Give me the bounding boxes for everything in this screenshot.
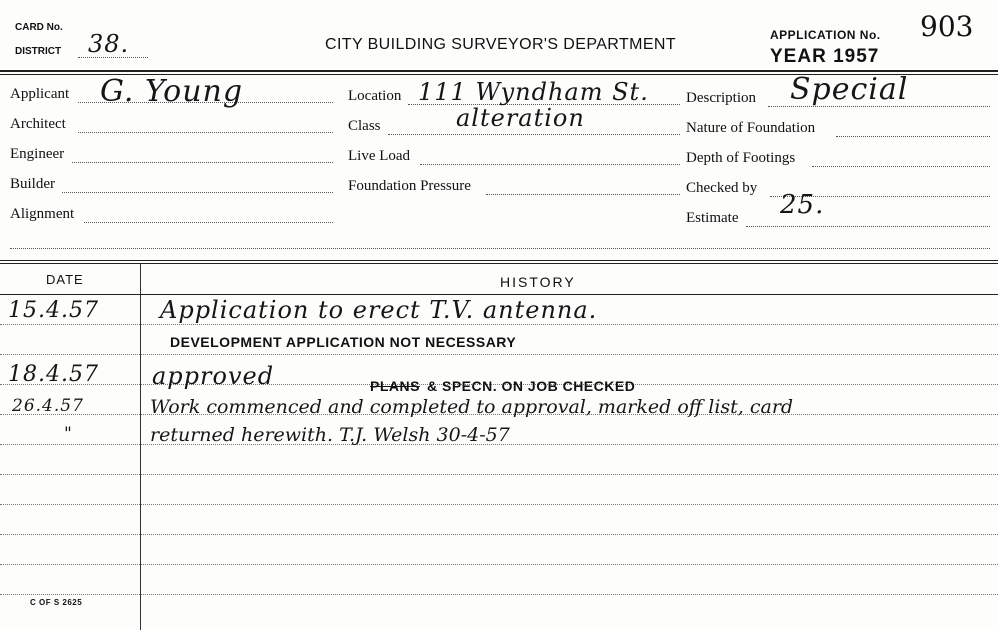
- depth-of-footings-label: Depth of Footings: [686, 150, 796, 166]
- row-line: [0, 504, 998, 505]
- application-no-value: 903: [920, 10, 974, 43]
- location-value: 111 Wyndham St.: [418, 78, 649, 106]
- history-top-rule: [0, 260, 998, 261]
- history-text: returned herewith. T.J. Welsh 30-4-57: [150, 424, 510, 446]
- estimate-value: 25.: [780, 190, 825, 220]
- row-line: [0, 594, 998, 595]
- history-header-rule: [0, 294, 998, 295]
- description-value: Special: [790, 72, 909, 107]
- estimate-label: Estimate: [686, 210, 739, 226]
- district-label: DISTRICT: [15, 46, 62, 57]
- spare-line: [10, 248, 990, 249]
- row-line: [0, 534, 998, 535]
- engineer-label: Engineer: [10, 146, 65, 162]
- description-label: Description: [686, 90, 756, 106]
- engineer-line: [72, 162, 333, 163]
- foundation-pressure-line: [486, 194, 680, 195]
- date-header: DATE: [46, 272, 84, 287]
- history-stamp: DEVELOPMENT APPLICATION NOT NECESSARY: [170, 334, 517, 350]
- foundation-pressure-label: Foundation Pressure: [348, 178, 471, 194]
- class-value: alteration: [456, 104, 585, 132]
- row-line: [0, 564, 998, 565]
- history-text: Work commenced and completed to approval, marked off list, card: [150, 396, 794, 418]
- class-line: [388, 134, 680, 135]
- district-value: 38.: [88, 30, 130, 58]
- live-load-line: [420, 164, 680, 165]
- checked-by-label: Checked by: [686, 180, 758, 196]
- estimate-line: [746, 226, 990, 227]
- history-date: 26.4.57: [12, 396, 84, 416]
- location-label: Location: [348, 88, 402, 104]
- row-line: [0, 354, 998, 355]
- form-code: C OF S 2625: [30, 598, 83, 607]
- history-text: approved: [152, 362, 275, 390]
- alignment-label: Alignment: [10, 206, 75, 222]
- nature-of-foundation-line: [836, 136, 990, 137]
- alignment-line: [84, 222, 333, 223]
- department-title: CITY BUILDING SURVEYOR'S DEPARTMENT: [325, 36, 677, 53]
- history-date: 15.4.57: [8, 298, 99, 323]
- history-top-rule-2: [0, 263, 998, 264]
- builder-label: Builder: [10, 176, 55, 192]
- date-column-divider: [140, 263, 141, 630]
- history-text: Application to erect T.V. antenna.: [160, 296, 598, 324]
- history-stamp: & SPECN. ON JOB CHECKED: [427, 378, 636, 394]
- depth-of-footings-line: [812, 166, 990, 167]
- history-date: 18.4.57: [8, 362, 99, 387]
- applicant-value: G. Young: [100, 74, 244, 109]
- builder-line: [62, 192, 333, 193]
- history-stamp-struck: PLANS: [370, 378, 420, 394]
- class-label: Class: [348, 118, 381, 134]
- architect-label: Architect: [10, 116, 66, 132]
- applicant-label: Applicant: [10, 86, 70, 102]
- application-no-label: APPLICATION No.: [770, 28, 881, 42]
- row-line: [0, 324, 998, 325]
- live-load-label: Live Load: [348, 148, 411, 164]
- history-date: ": [64, 424, 73, 444]
- history-header: HISTORY: [500, 274, 576, 290]
- architect-line: [78, 132, 333, 133]
- card-no-label: CARD No.: [15, 22, 63, 33]
- nature-of-foundation-label: Nature of Foundation: [686, 120, 816, 136]
- row-line: [0, 474, 998, 475]
- year-label: YEAR 1957: [770, 46, 880, 67]
